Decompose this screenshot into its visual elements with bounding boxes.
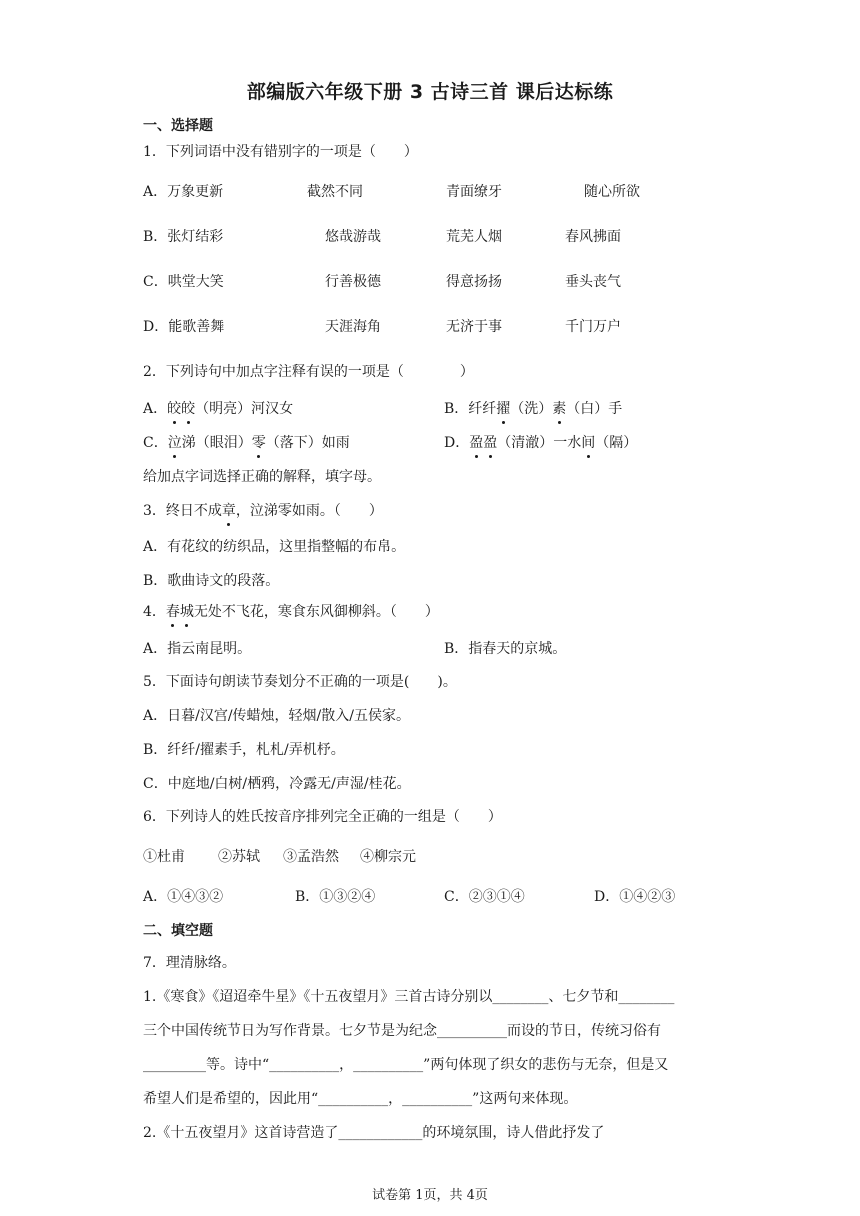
option-label: C． [143, 435, 168, 451]
option-text: 涕（眼泪） [181, 435, 252, 451]
q2-option-a [143, 398, 293, 418]
q4-option-b: B．指春天的京城。 [444, 641, 567, 657]
q1-option-a-word: 青面缭牙 [446, 184, 502, 200]
q6-name: ④柳宗元 [360, 849, 416, 865]
option-label: B．纤纤 [444, 401, 497, 417]
q5-option-b: B．纤纤/擢素手，札札/弄机杼。 [143, 742, 345, 758]
q1-option-a: A．万象更新 [143, 184, 224, 200]
q2-option-d [444, 432, 637, 452]
dotted-char: 盈 [483, 432, 497, 452]
stem-text: 无处不飞花，寒食东风御柳斜。（ ） [193, 604, 439, 620]
dotted-char: 章 [222, 500, 236, 520]
q2-option-c [143, 432, 350, 452]
q6-option-a: A．①④③② [143, 889, 224, 905]
q6-option-d: D．①④②③ [594, 889, 676, 905]
q1-option-d-word: 无济于事 [446, 319, 502, 335]
question-2-stem: 2．下列诗句中加点字注释有误的一项是（ ） [143, 364, 474, 380]
q7-line: 2.《十五夜望月》这首诗营造了____________的环境氛围，诗人借此抒发了 [143, 1125, 605, 1141]
page-footer: 试卷第 1页，共 4页 [372, 1188, 488, 1203]
section-heading-choice: 一、选择题 [143, 118, 213, 134]
q7-line: 三个中国传统节日为写作背景。七夕节是为纪念__________而设的节日，传统习俗有 [143, 1023, 661, 1039]
option-text: （隔） [595, 435, 638, 451]
q1-option-c-word: 得意扬扬 [446, 274, 502, 290]
q1-option-d: D．能歌善舞 [143, 319, 225, 335]
q1-option-b: B．张灯结彩 [143, 229, 224, 245]
q1-option-c-word: 行善极德 [325, 274, 381, 290]
stem-text: 4． [143, 604, 166, 620]
dotted-char: 城 [180, 601, 194, 621]
page-title: 部编版六年级下册 3 古诗三首 课后达标练 [246, 81, 614, 103]
option-text: （落下）如雨 [265, 435, 350, 451]
question-1-stem: 1．下列词语中没有错别字的一项是（ ） [143, 144, 418, 160]
instruction-text: 给加点字词选择正确的解释，填字母。 [143, 469, 381, 485]
q1-option-b-word: 荒芜人烟 [446, 229, 502, 245]
q4-option-a: A．指云南昆明。 [143, 641, 252, 657]
q5-option-a: A．日暮/汉宫/传蜡烛，轻烟/散入/五侯家。 [143, 708, 410, 724]
dotted-char: 素 [552, 398, 566, 418]
q1-option-d-word: 千门万户 [565, 319, 621, 335]
q1-option-a-word: 截然不同 [307, 184, 363, 200]
q5-option-c: C．中庭地/白树/栖鸦，冷露无/声湿/桂花。 [143, 776, 411, 792]
q2-option-b [444, 398, 622, 418]
section-heading-fill: 二、填空题 [143, 923, 213, 939]
option-text: （清澈）一水 [497, 435, 582, 451]
question-5-stem: 5．下面诗句朗读节奏划分不正确的一项是( )。 [143, 674, 457, 690]
q1-option-c: C．哄堂大笑 [143, 274, 224, 290]
question-4-stem [143, 601, 439, 621]
q1-option-b-word: 悠哉游哉 [325, 229, 381, 245]
q1-option-b-word: 春风拂面 [565, 229, 621, 245]
q6-name: ③孟浩然 [283, 849, 339, 865]
dotted-char: 皎 [167, 398, 181, 418]
dotted-char: 间 [581, 432, 595, 452]
option-text: （明亮）河汉女 [195, 401, 294, 417]
option-text: （白）手 [566, 401, 623, 417]
dotted-char: 泣 [168, 432, 182, 452]
stem-text: ，泣涕零如雨。（ ） [235, 503, 383, 519]
option-text: （洗） [510, 401, 553, 417]
dotted-char: 盈 [469, 432, 483, 452]
dotted-char: 零 [252, 432, 266, 452]
q6-option-b: B．①③②④ [295, 889, 376, 905]
q1-option-d-word: 天涯海角 [325, 319, 381, 335]
q1-option-a-word: 随心所欲 [584, 184, 640, 200]
q3-option-a: A．有花纹的纺织品，这里指整幅的布帛。 [143, 539, 406, 555]
dotted-char: 春 [166, 601, 180, 621]
q6-name: ①杜甫 [143, 849, 185, 865]
q6-option-c: C．②③①④ [444, 889, 525, 905]
dotted-char: 擢 [496, 398, 510, 418]
stem-text: 3．终日不成 [143, 503, 222, 519]
q7-line: _________等。诗中“__________，__________”两句体现了织女的悲伤与无奈，但是又 [143, 1057, 669, 1073]
q7-line: 1.《寒食》《迢迢牵牛星》《十五夜望月》三首古诗分别以________、七夕节和________ [143, 989, 675, 1005]
q3-option-b: B．歌曲诗文的段落。 [143, 573, 280, 589]
option-label: A． [143, 401, 168, 417]
question-3-stem [143, 500, 383, 520]
dotted-char: 皎 [181, 398, 195, 418]
q1-option-c-word: 垂头丧气 [565, 274, 621, 290]
question-7-stem: 7．理清脉络。 [143, 955, 236, 971]
option-label: D． [444, 435, 470, 451]
question-6-stem: 6．下列诗人的姓氏按音序排列完全正确的一组是（ ） [143, 809, 502, 825]
q7-line: 希望人们是希望的，因此用“__________，__________”这两句来体现。 [143, 1091, 578, 1107]
q6-name: ②苏轼 [218, 849, 260, 865]
